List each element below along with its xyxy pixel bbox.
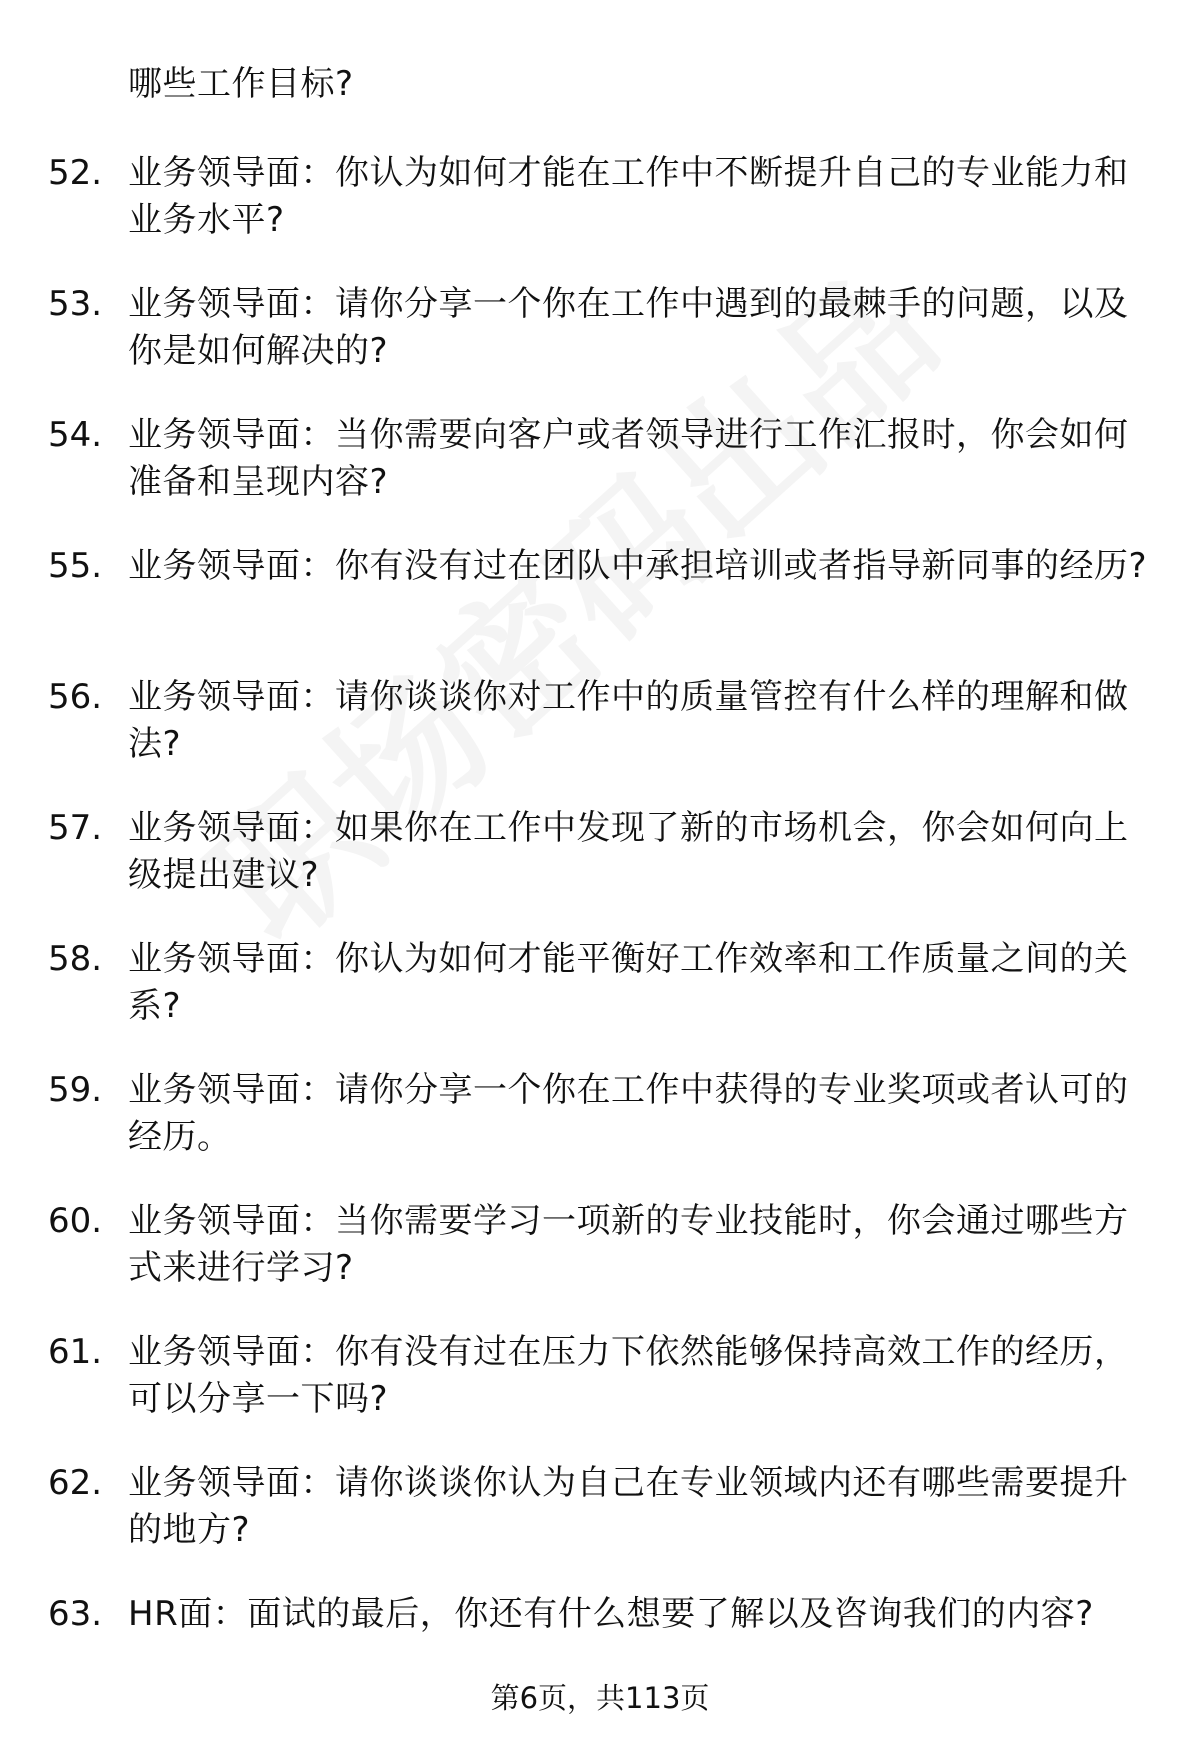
question-text: 业务领导面：请你分享一个你在工作中遇到的最棘手的问题，以及你是如何解决的? [128, 284, 1129, 371]
page-footer: 第6页，共113页 [490, 1681, 710, 1715]
question-item [48, 1329, 1158, 1460]
question-item [48, 805, 1158, 936]
question-number: 63. [48, 1594, 103, 1634]
question-number: 53. [48, 284, 103, 324]
question-text: 业务领导面：如果你在工作中发现了新的市场机会，你会如何向上级提出建议? [128, 808, 1129, 895]
question-text: HR面：面试的最后，你还有什么想要了解以及咨询我们的内容? [128, 1594, 1094, 1634]
question-text: 业务领导面：你有没有过在团队中承担培训或者指导新同事的经历? [128, 546, 1148, 586]
question-number: 61. [48, 1332, 103, 1372]
question-number: 58. [48, 939, 103, 979]
question-item [48, 1460, 1158, 1591]
question-item [48, 1198, 1158, 1329]
question-number: 54. [48, 415, 103, 455]
question-text: 业务领导面：你有没有过在压力下依然能够保持高效工作的经历，可以分享一下吗? [128, 1332, 1129, 1419]
question-text: 业务领导面：你认为如何才能在工作中不断提升自己的专业能力和业务水平? [128, 153, 1129, 240]
question-item [48, 150, 1158, 281]
question-number: 59. [48, 1070, 103, 1110]
question-number: 57. [48, 808, 103, 848]
question-item [48, 412, 1158, 543]
question-list [48, 150, 1158, 1722]
question-text: 业务领导面：请你谈谈你对工作中的质量管控有什么样的理解和做法? [128, 677, 1129, 764]
question-item [48, 674, 1158, 805]
question-text: 业务领导面：请你谈谈你认为自己在专业领域内还有哪些需要提升的地方? [128, 1463, 1129, 1550]
question-number: 62. [48, 1463, 103, 1503]
question-number: 56. [48, 677, 103, 717]
continuation-text: 哪些工作目标? [128, 64, 354, 104]
question-number: 52. [48, 153, 103, 193]
question-item [48, 936, 1158, 1067]
question-item [48, 1067, 1158, 1198]
question-item [48, 543, 1158, 674]
question-text: 业务领导面：请你分享一个你在工作中获得的专业奖项或者认可的经历。 [128, 1070, 1129, 1157]
question-number: 55. [48, 546, 103, 586]
question-text: 业务领导面：你认为如何才能平衡好工作效率和工作质量之间的关系? [128, 939, 1129, 1026]
question-item [48, 281, 1158, 412]
question-number: 60. [48, 1201, 103, 1241]
question-text: 业务领导面：当你需要学习一项新的专业技能时，你会通过哪些方式来进行学习? [128, 1201, 1129, 1288]
question-text: 业务领导面：当你需要向客户或者领导进行工作汇报时，你会如何准备和呈现内容? [128, 415, 1129, 502]
